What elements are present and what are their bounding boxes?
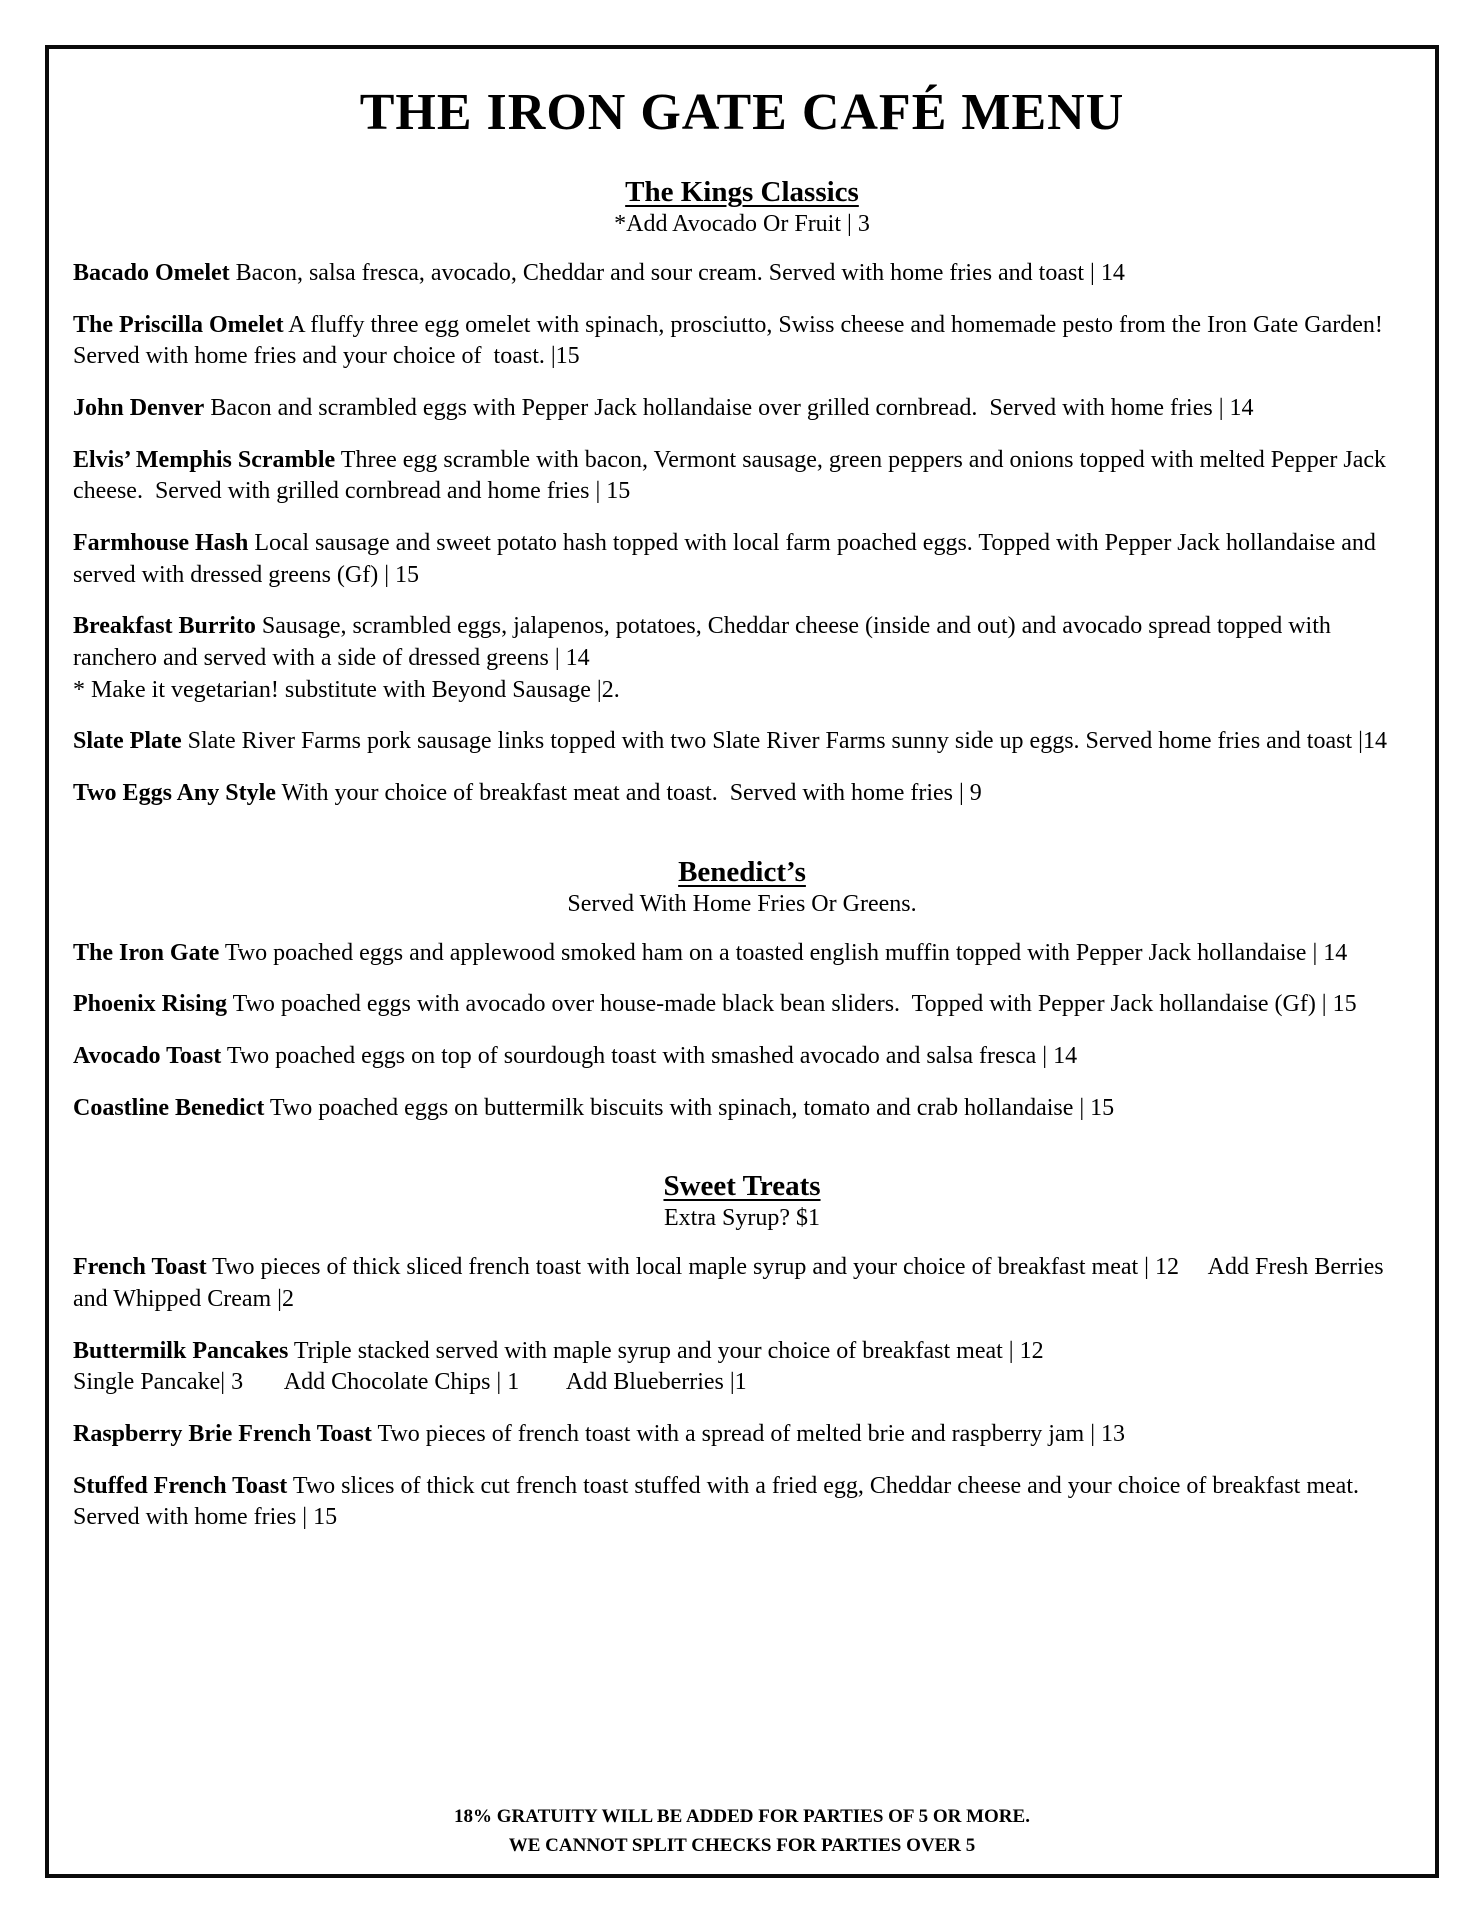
item-description: Slate River Farms pork sausage links topped with two Slate River Farms sunny side up eggs. Served home fries and toast |14 [187, 728, 1387, 755]
section-title-text: Sweet Treats [663, 1170, 821, 1203]
item-name: Bacado Omelet [73, 260, 230, 286]
menu-item [73, 528, 1411, 591]
menu-item [73, 1419, 1411, 1451]
item-name: Breakfast Burrito [73, 613, 256, 640]
item-description: A fluffy three egg omelet with spinach, prosciutto, Swiss cheese and homemade pesto from the Iron Gate Garden! Served with home fries and your choice of toast. |15 [73, 311, 1389, 370]
item-description: Sausage, scrambled eggs, jalapenos, potatoes, Cheddar cheese (inside and out) and avocado spread topped with ranchero and served with a side of dressed greens | 14 [73, 613, 1337, 672]
footer-line-1: 18% GRATUITY WILL BE ADDED FOR PARTIES OF 5 OR MORE. [454, 1806, 1030, 1827]
menu-item [73, 1471, 1411, 1534]
item-name: Elvis’ Memphis Scramble [73, 446, 336, 473]
item-name: The Priscilla Omelet [73, 311, 284, 338]
section-sweet-treats [73, 1144, 1411, 1554]
section-subtitle: Extra Syrup? $1 [664, 1205, 820, 1232]
section-title-text: Benedict’s [678, 855, 806, 888]
item-description: Three egg scramble with bacon, Vermont sausage, green peppers and onions topped with melted Pepper Jack cheese. Served with grilled cornbread and home fries | 15 [73, 446, 1393, 505]
item-description: Two poached eggs and applewood smoked ham on a toasted english muffin topped with Pepper Jack hollandaise | 14 [224, 939, 1348, 966]
menu-item [73, 445, 1411, 508]
footer-note [73, 1803, 1411, 1864]
menu-item [73, 310, 1411, 373]
item-name: John Denver [73, 395, 205, 422]
item-description: Two pieces of french toast with a spread of melted brie and raspberry jam | 13 [377, 1421, 1125, 1448]
item-name: Farmhouse Hash [73, 530, 249, 557]
section-subtitle: Served With Home Fries Or Greens. [567, 890, 917, 917]
item-note: * Make it vegetarian! substitute with Beyond Sausage |2. [73, 676, 620, 703]
item-description: With your choice of breakfast meat and toast. Served with home fries | 9 [281, 780, 982, 807]
menu-item [73, 611, 1411, 706]
section-title [73, 1170, 1411, 1203]
menu-border-frame [45, 45, 1439, 1878]
menu-item [73, 778, 1411, 810]
item-description: Triple stacked served with maple syrup and your choice of breakfast meat | 12 [293, 1337, 1044, 1364]
menu-title: THE IRON GATE CAFÉ MENU [359, 84, 1125, 141]
item-name: Slate Plate [73, 728, 182, 755]
item-name: Two Eggs Any Style [73, 780, 276, 807]
menu-item [73, 393, 1411, 425]
item-name: Avocado Toast [73, 1043, 222, 1070]
menu-item [73, 938, 1411, 970]
item-name: The Iron Gate [73, 939, 220, 966]
menu-item [73, 1252, 1411, 1315]
item-name: Coastline Benedict [73, 1094, 265, 1121]
item-description: Two poached eggs on buttermilk biscuits with spinach, tomato and crab hollandaise | 15 [269, 1094, 1115, 1121]
item-name: Stuffed French Toast [73, 1472, 288, 1499]
menu-item [73, 1093, 1411, 1125]
section-title [73, 176, 1411, 209]
menu-item [73, 726, 1411, 758]
item-description: Two pieces of thick sliced french toast with local maple syrup and your choice of breakfast meat | 12 Add Fresh Berries and Whipped Cream |2 [73, 1254, 1390, 1313]
footer-line-2: WE CANNOT SPLIT CHECKS FOR PARTIES OVER 5 [508, 1834, 976, 1856]
menu-item [73, 258, 1411, 290]
item-name: French Toast [73, 1254, 207, 1281]
menu-item [73, 1041, 1411, 1073]
item-description: Two slices of thick cut french toast stuffed with a fried egg, Cheddar cheese and your choice of breakfast meat. Served with home fries | 15 [73, 1472, 1371, 1531]
section-kings-classics [73, 150, 1411, 830]
item-note: Single Pancake| 3 Add Chocolate Chips | 1 Add Blueberries |1 [73, 1369, 747, 1396]
menu-item [73, 1336, 1411, 1399]
section-benedicts [73, 830, 1411, 1145]
menu-item [73, 989, 1411, 1021]
item-name: Phoenix Rising [73, 991, 228, 1018]
section-title-text: The Kings Classics [625, 176, 859, 208]
item-description: Bacon, salsa fresca, avocado, Cheddar and sour cream. Served with home fries and toast | 14 [235, 260, 1125, 286]
item-description: Two poached eggs on top of sourdough toast with smashed avocado and salsa fresca | 14 [226, 1043, 1078, 1070]
section-title [73, 856, 1411, 889]
item-description: Local sausage and sweet potato hash topped with local farm poached eggs. Topped with Pepper Jack hollandaise and served with dressed greens (Gf) | 15 [73, 530, 1382, 588]
item-name: Buttermilk Pancakes [73, 1337, 289, 1364]
item-description: Bacon and scrambled eggs with Pepper Jack hollandaise over grilled cornbread. Served with home fries | 14 [210, 395, 1254, 422]
item-description: Two poached eggs with avocado over house-made black bean sliders. Topped with Pepper Jack hollandaise (Gf) | 15 [232, 991, 1357, 1018]
item-name: Raspberry Brie French Toast [73, 1421, 372, 1448]
section-subtitle: *Add Avocado Or Fruit | 3 [614, 211, 870, 237]
